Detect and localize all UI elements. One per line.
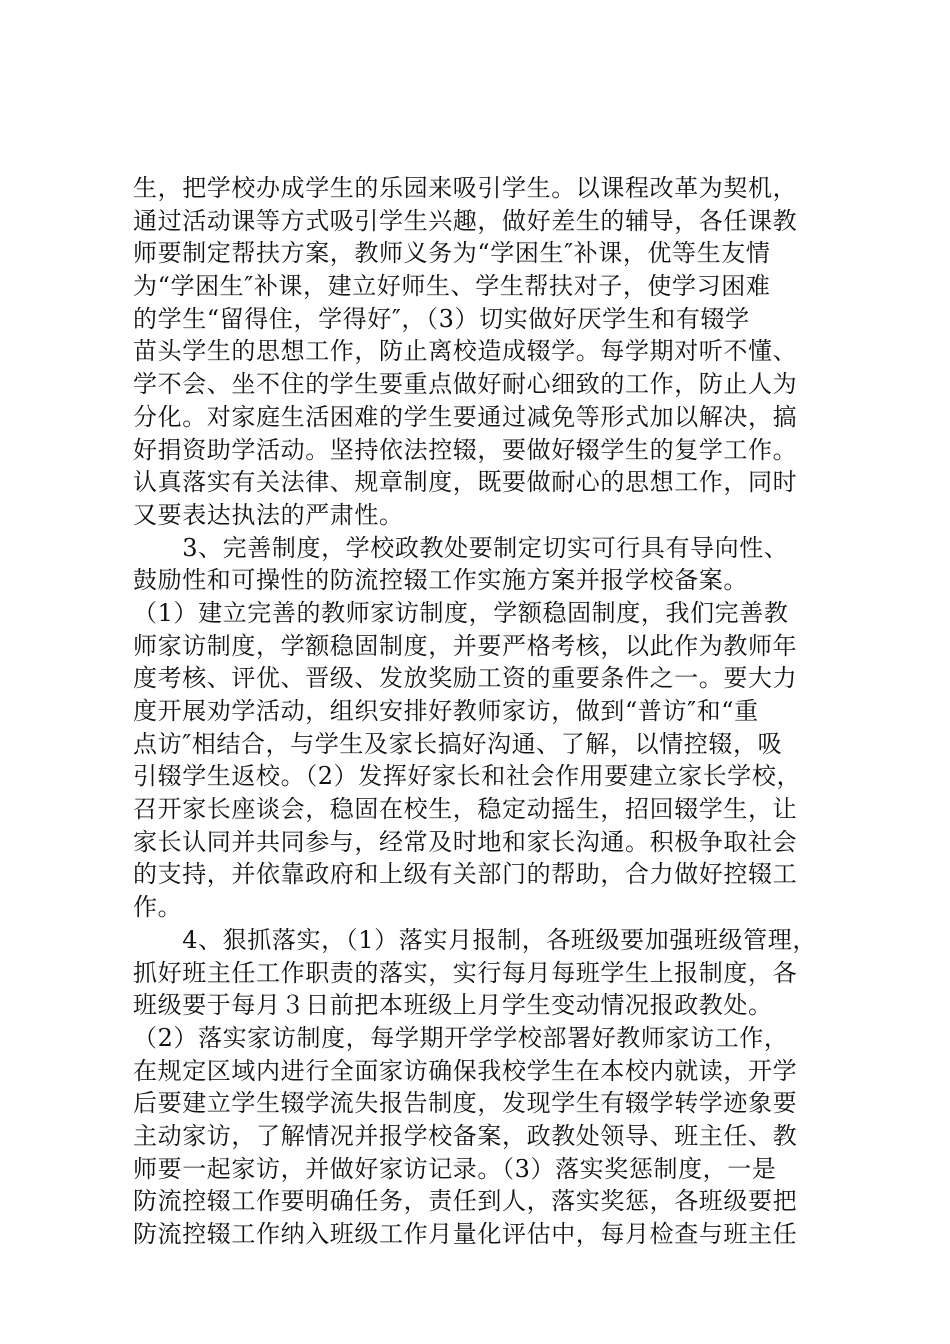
text-line: 的学生“留得住，学得好″，（3）切实做好厌学生和有辍学 bbox=[133, 304, 750, 333]
text-line: 的支持，并依靠政府和上级有关部门的帮助，合力做好控辍工 bbox=[133, 860, 798, 889]
text-line: 引辍学生返校。（2）发挥好家长和社会作用要建立家长学校， bbox=[133, 762, 802, 791]
text-line: 度考核、评优、晋级、发放奖励工资的重要条件之一。要大力 bbox=[133, 664, 798, 693]
text-line: 师要制定帮扶方案，教师义务为“学困生″补课，优等生友情 bbox=[133, 239, 771, 268]
text-line: 学不会、坐不住的学生要重点做好耐心细致的工作，防止人为 bbox=[133, 370, 798, 399]
text-line: 师要一起家访，并做好家访记录。（3）落实奖惩制度，一是 bbox=[133, 1154, 777, 1183]
paragraph-3-start: 3、完善制度，学校政教处要制定切实可行具有导向性、 bbox=[133, 533, 789, 562]
text-line: 苗头学生的思想工作，防止离校造成辍学。每学期对听不懂、 bbox=[133, 337, 798, 366]
text-line: 召开家长座谈会，稳固在校生，稳定动摇生，招回辍学生，让 bbox=[133, 795, 798, 824]
text-line: 防流控辍工作要明确任务，责任到人，落实奖惩，各班级要把 bbox=[133, 1187, 798, 1216]
text-line: 又要表达执法的严肃性。 bbox=[133, 500, 404, 529]
text-line: 分化。对家庭生活困难的学生要通过减免等形式加以解决，搞 bbox=[133, 402, 798, 431]
text-line: 为“学困生″补课，建立好师生、学生帮扶对子，使学习困难 bbox=[133, 272, 771, 301]
text-line: 认真落实有关法律、规章制度，既要做耐心的思想工作，同时 bbox=[133, 468, 798, 497]
text-line: 点访″相结合，与学生及家长搞好沟通、了解，以情控辍，吸 bbox=[133, 729, 783, 758]
text-line: 后要建立学生辍学流失报告制度，发现学生有辍学转学迹象要 bbox=[133, 1089, 798, 1118]
text-line: 作。 bbox=[133, 893, 183, 922]
text-line: 通过活动课等方式吸引学生兴趣，做好差生的辅导，各任课教 bbox=[133, 206, 798, 235]
text-line: 在规定区域内进行全面家访确保我校学生在本校内就读，开学 bbox=[133, 1056, 798, 1085]
text-line: 生，把学校办成学生的乐园来吸引学生。以课程改革为契机， bbox=[133, 174, 798, 202]
text-line: 防流控辍工作纳入班级工作月量化评估中，每月检查与班主任 bbox=[133, 1220, 798, 1248]
text-line: （1）建立完善的教师家访制度，学额稳固制度，我们完善教 bbox=[133, 598, 789, 627]
text-line: 抓好班主任工作职责的落实，实行每月每班学生上报制度，各 bbox=[133, 958, 798, 987]
text-line: 家长认同并共同参与，经常及时地和家长沟通。积极争取社会 bbox=[133, 827, 798, 856]
document-body bbox=[133, 172, 833, 1251]
text-line: 度开展劝学活动，组织安排好教师家访，做到“普访″和“重 bbox=[133, 697, 759, 725]
text-line: 好捐资助学活动。坚持依法控辍，要做好辍学生的复学工作。 bbox=[133, 435, 798, 464]
text-line: 班级要于每月３日前把本班级上月学生变动情况报政教处。 bbox=[133, 991, 773, 1020]
text-line: 主动家访，了解情况并报学校备案，政教处领导、班主任、教 bbox=[133, 1121, 798, 1150]
paragraph-4-start: 4、狠抓落实，（1）落实月报制，各班级要加强班级管理， bbox=[133, 925, 817, 954]
text-line: 鼓励性和可操性的防流控辍工作实施方案并报学校备案。 bbox=[133, 566, 748, 595]
text-line: 师家访制度，学额稳固制度，并要严格考核，以此作为教师年 bbox=[133, 631, 798, 660]
text-line: （2）落实家访制度，每学期开学学校部署好教师家访工作， bbox=[133, 1023, 789, 1052]
